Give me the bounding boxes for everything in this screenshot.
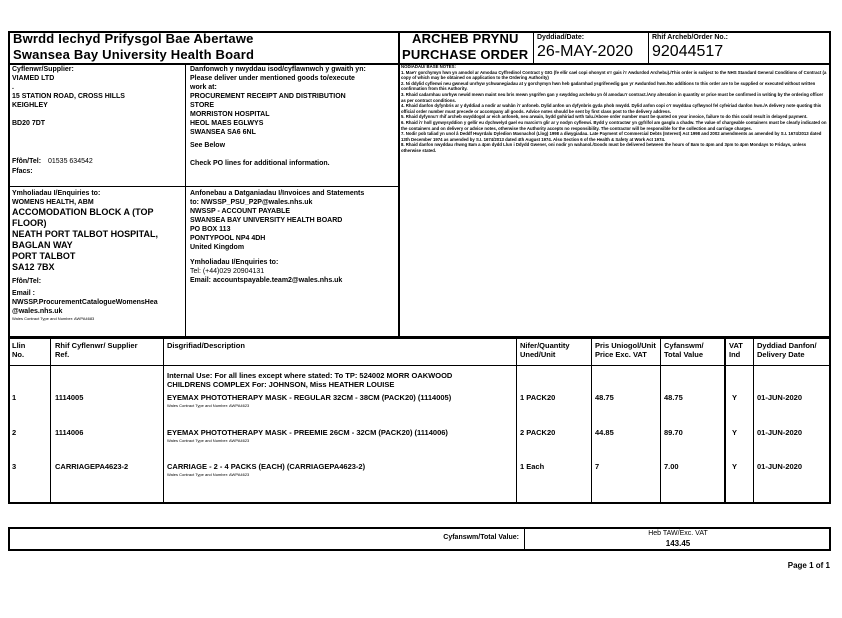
org-name-welsh: Bwrdd Iechyd Prifysgol Bae Abertawe [13,31,254,46]
notes-title: NODIADAU/ BASE NOTES: [401,64,456,69]
enquiries-phone-label: Ffôn/Tel: [12,278,42,285]
delivery-section [190,65,395,168]
doc-title-english: PURCHASE ORDER [402,47,529,62]
invoices-address-line: SWANSEA BAY UNIVERSITY HEALTH BOARD [190,217,343,224]
header-text: Llin [12,341,26,350]
col-header-vat [729,341,743,359]
invoices-enquiries-email[interactable]: Email: accountspayable.team2@wales.nhs.uk [190,277,343,284]
note-item: 4. Rhaid danfon dyfynbris ar y dyddiad a nodir ar wahân i'r anfoneb. Dylid anfon un dyfynbris gyda phob nwydd. Dylid anfon copi o'r nwyddau cyflwynol fel cyfeiriad danfon hwn./A delivery note quoting this official order number must precede or accompany all goods. Advice notes should be sent by first class post to the delivery address. [401,103,822,114]
note-item: 8. Rhaid danfon nwyddau rhwng 8am a 4pm dydd Llun i Ddydd Gwener, oni nodir yn wahanol./Goods must be delivered between the hours of 8am to 4pm and 3pm to 4pm Mondays to Fridays, unless otherwise stated. [401,142,807,153]
enquiries-address-line: NEATH PORT TALBOT HOSPITAL, [12,229,158,239]
delivery-label-welsh: Danfonwch y nwyddau isod/cyflawnwch y gwaith yn: [190,66,366,73]
enquiries-address-line: PORT TALBOT [12,251,76,261]
supplier-phone: 01535 634542 [48,158,93,165]
note-item: 5. Rhaid dyfynnu'r rhif archeb swyddogol ar eich anfoneb, neu arwain, bydd gohiriad wrth talu./Above order number must be quoted on your invoice, failure to do this could result in delayed payment. [401,114,808,120]
supplier-section [12,65,182,128]
delivery-address-line: HEOL MAES EGLWYS [190,120,264,127]
row-description: CARRIAGE - 2 - 4 PACKS (EACH) (CARRIAGEPA4623-2) [167,462,366,471]
row-total: 89.70 [664,428,683,437]
supplier-line: . [12,84,14,91]
divider [398,31,400,65]
see-below: See Below [190,142,226,149]
col-header-delivery-date [757,341,817,359]
row-contract: Wales Contract Type and Number: AWPA4623 [167,472,250,477]
row-delivery-date: 01-JUN-2020 [757,462,803,471]
divider [8,365,831,366]
base-notes [401,64,827,154]
row-supplier-ref: 1114005 [55,393,84,402]
col-header-unit-price [595,341,656,359]
row-contract: Wales Contract Type and Number: AWPA4623 [167,403,250,408]
supplier-line [12,110,182,119]
note-item: 7. Nodir pob taliad yn unol â Deddf Hwyrdalu Dyledion Masnachol (Llog) 1998 a diwygiadau. Late Payment of Commercial Debts (Interest) Act 1998 and 2002 amendments as amended by S.I. 1674/2013 dated 13th December 1974 as amended by S.I. 1674/2013 dated 4th August 1974. Also Section 6 of the Health & Safety at Work Act 1974. [401,131,822,142]
delivery-address-line: SWANSEA SA6 6NL [190,129,256,136]
header-text: Ref. [55,350,70,359]
row-unit-price: 44.85 [595,428,614,437]
enquiries-email-label: Email : [12,290,35,297]
invoices-enquiries-label: Ymholiadau I/Enquiries to: [190,259,279,266]
date-value: 26-MAY-2020 [537,43,634,60]
row-line-no: 3 [12,462,17,471]
invoices-address-line: NWSSP - ACCOUNT PAYABLE [190,208,291,215]
date-label: Dyddiad/Date: [537,34,585,41]
internal-use-note [167,371,452,389]
col-header-quantity [520,341,570,359]
row-total: 48.75 [664,393,683,402]
row-line-no: 2 [12,428,17,437]
col-header-total [664,341,704,359]
invoices-tel: Tel: (+44)029 20904131 [190,268,265,275]
header-text: Cyfanswm/ [664,341,704,350]
note-item: 2. Ni ddylid cyflenwi neu gwneud unrhyw ychwanegiadau at y gorchymyn hwn heb gadarnhad ysgrifenedig gan yr Awdurdod hwn./No additions to this order are to be supplied or executed without written confirmation from this Authority. [401,80,816,92]
header-text: Rhif Cyflenwr/ Supplier [55,341,138,350]
order-no-value: 92044517 [652,43,724,60]
row-description: EYEMAX PHOTOTHERAPY MASK - REGULAR 32CM - 38CM (PACK20) (1114005) [167,393,452,402]
row-unit-price: 7 [595,462,600,471]
header-text: Dyddiad Danfon/ [757,341,817,350]
row-supplier-ref: 1114006 [55,428,84,437]
order-no-label: Rhif Archeb/Order No.: [652,34,728,41]
divider [50,338,51,504]
row-delivery-date: 01-JUN-2020 [757,393,803,402]
header-text: Ind [729,350,741,359]
enquiries-section [12,189,184,321]
enquiries-email-domain[interactable]: @wales.nhs.uk [12,308,63,315]
divider [660,338,661,504]
internal-use-line: CHILDRENS COMPLEX For: JOHNSON, Miss HEATHER LOUISE [167,380,395,389]
supplier-label: Cyflenwr/Supplier: [12,66,74,73]
row-description: EYEMAX PHOTOTHERAPY MASK - PREEMIE 26CM - 32CM (PACK20) (1114006) [167,428,448,437]
internal-use-line: Internal Use: For all lines except where stated: To TP: 524002 MORR OAKWOOD [167,371,453,380]
supplier-fax-label: Ffacs: [12,168,33,175]
divider [398,63,400,338]
col-header-line-no [12,341,25,359]
row-vat: Y [732,428,738,437]
header-text: Delivery Date [757,350,805,359]
row-delivery-date: 01-JUN-2020 [757,428,803,437]
row-quantity: 1 PACK20 [520,393,556,402]
enquiries-address-line: ACCOMODATION BLOCK A (TOP [12,207,154,217]
row-total: 7.00 [664,462,679,471]
invoices-address-line: PONTYPOOL NP4 4DH [190,235,266,242]
header-text: Nifer/Quantity [520,341,570,350]
supplier-postcode: BD20 7DT [12,120,46,127]
row-quantity: 1 Each [520,462,545,471]
divider [516,338,517,504]
row-unit-price: 48.75 [595,393,614,402]
org-name-english: Swansea Bay University Health Board [13,47,255,62]
check-po-lines: Check PO lines for additional information. [190,160,330,167]
note-item: 3. Rhaid cadarnhau unrhyw newid mewn maint neu bris mewn ysgrifen gan y swyddog archebu yn ôl amodau'r contract./Any alteration in quantity or price must be confirmed in writing by the ordering officer as per contract conditions. [401,91,824,103]
delivery-label-english-2: work at: [190,84,217,91]
row-line-no: 1 [12,393,17,402]
row-contract: Wales Contract Type and Number: AWPA4623 [167,438,250,443]
doc-title-welsh: ARCHEB PRYNU [412,31,519,46]
row-quantity: 2 PACK20 [520,428,556,437]
enquiries-dept: WOMENS HEALTH, ABM [12,199,94,206]
header-text: Total Value [664,350,704,359]
header-text: Price Exc. VAT [595,350,647,359]
line-items-table [8,338,831,504]
invoices-section [190,189,395,285]
row-vat: Y [732,462,738,471]
supplier-town: KEIGHLEY [12,102,48,109]
enquiries-label: Ymholiadau I/Enquiries to: [12,190,101,197]
delivery-address-line: STORE [190,102,214,109]
note-item: 1. Mae'r gorchymyn hwn yn amodol ar Amodau Cyffredinol Contract y GIG (fe ellir cael copi ohonynt o'r gais i'r Awdurdod Archebu)./This order is subject to the NHS Standard General Conditions of Contract (a copy of which may be obtained on application to the Ordering Authority) [401,69,827,81]
divider [8,186,399,187]
delivery-label-english: Please deliver under mentioned goods to/execute [190,75,355,82]
enquiries-address-line: SA12 7BX [12,262,55,272]
divider [591,338,592,504]
invoices-label: Anfonebau a Datganiadau I/Invoices and Statements [190,190,365,197]
delivery-address-line: PROCUREMENT RECEIPT AND DISTRIBUTION [190,93,346,100]
note-item: 6. Rhaid i'r holl gynwysyddion y gellir eu dychwelyd gael eu marcio'n glir ar y nodyn cyflenwi. Bydd y contractwr yn gyfrifol am gasglu a chadw. The value of chargeable containers must be clearly indicated on the containers and on delivery or advice notes, otherwise the Authority accepts no responsibility. The contractor will be responsible for the collection and carriage charges. [401,119,827,131]
col-header-supplier-ref [55,341,138,359]
supplier-address: 15 STATION ROAD, CROSS HILLS [12,93,125,100]
divider [648,31,649,65]
col-header-description: Disgrifiad/Description [167,341,245,350]
divider [163,338,164,504]
supplier-phone-label: Ffôn/Tel: [12,158,42,165]
page-number: Page 1 of 1 [787,561,830,570]
header-text: No. [12,350,25,359]
header-text: Pris Uniogol/Unit [595,341,656,350]
invoices-email[interactable]: to: NWSSP_PSU_P2P@wales.nhs.uk [190,199,313,206]
header-text: VAT [729,341,743,350]
divider [753,338,754,504]
divider [185,63,186,338]
total-value-label: Cyfanswm/Total Value: [443,534,519,541]
enquiries-contract: Wales Contract Type and Number: AWPA4683 [12,316,95,321]
row-vat: Y [732,393,738,402]
delivery-address-line: MORRISTON HOSPITAL [190,111,270,118]
invoices-address-line: PO BOX 113 [190,226,231,233]
exc-vat-label: Heb TAW/Exc. VAT [648,530,708,537]
row-supplier-ref: CARRIAGEPA4623-2 [55,462,129,471]
enquiries-address-line: FLOOR) [12,218,47,228]
divider [533,31,534,65]
divider [724,338,726,504]
header-text: Uned/Unit [520,350,556,359]
total-value: 143.45 [665,539,691,548]
invoices-address-line: United Kingdom [190,244,245,251]
enquiries-address-line: BAGLAN WAY [12,240,73,250]
enquiries-email[interactable]: NWSSP.ProcurementCatalogueWomensHea [12,299,158,306]
supplier-name: VIAMED LTD [12,75,55,82]
